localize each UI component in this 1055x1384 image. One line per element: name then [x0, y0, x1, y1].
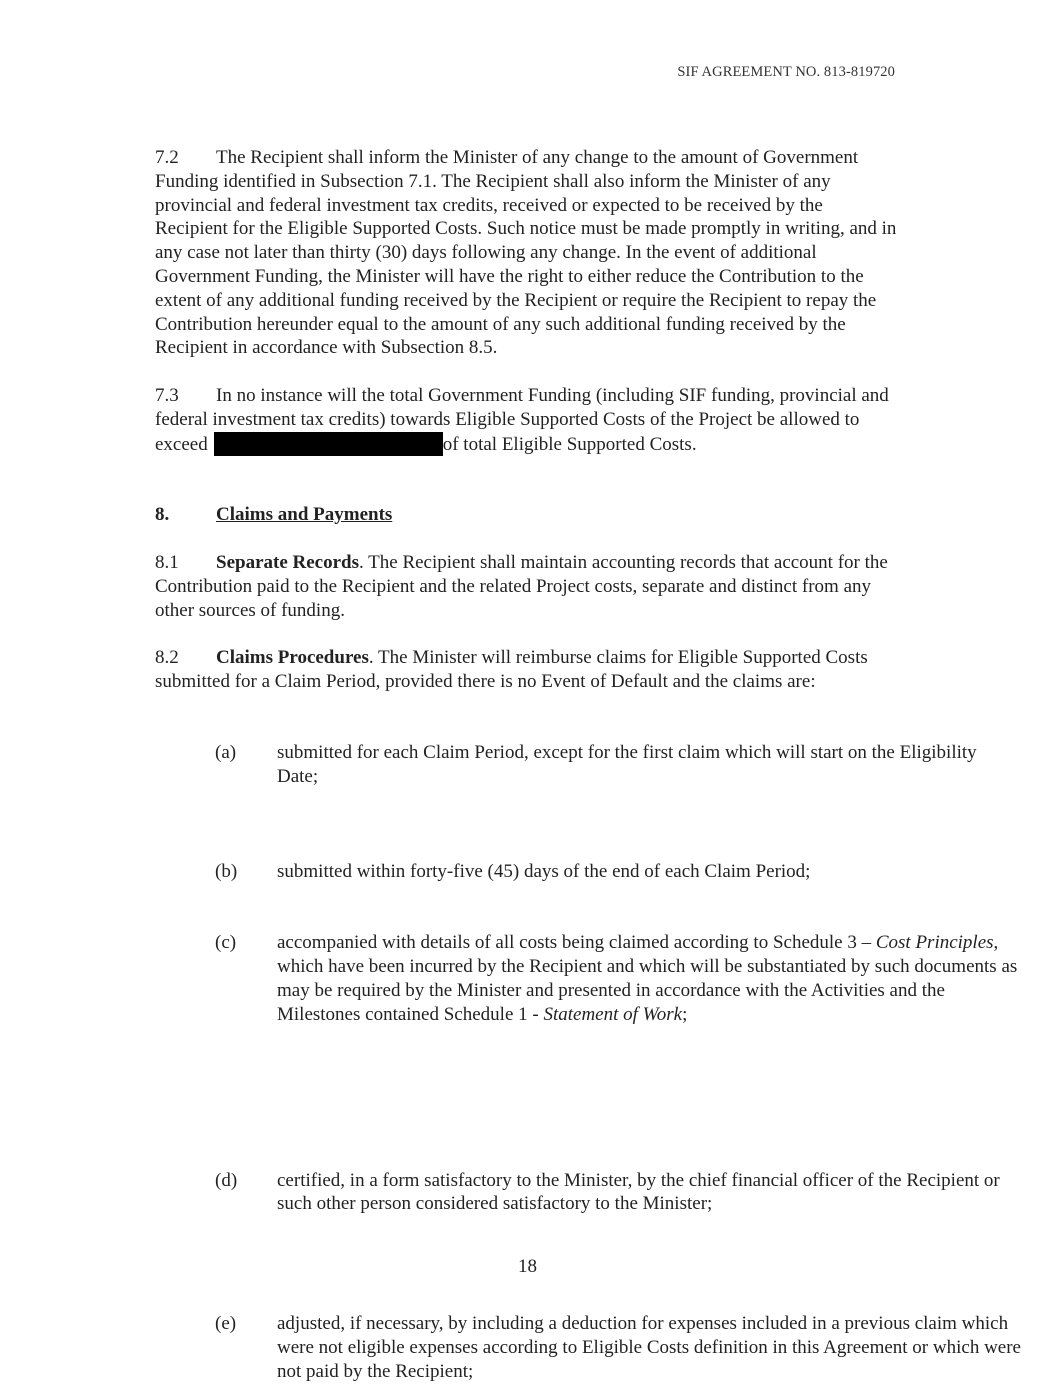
list-item-italic-text: Cost Principles [875, 932, 994, 954]
list-item-label: (a) [215, 742, 237, 763]
list-item-italic-text: Statement of Work [543, 1003, 683, 1025]
section-number: 7.2 [155, 147, 179, 168]
heading-title: Claims and Payments [216, 504, 393, 525]
list-item-text: , which have been incurred by the Recipient and which will be substantiated by such documents as may be required by the Minister and presented in accordance with the Activities and the Milestones contained Schedule 1 - [277, 932, 1018, 1025]
list-item-text: submitted within forty-five (45) days of the end of each Claim Period; [277, 860, 811, 882]
section-7-3 [155, 384, 900, 456]
section-number: 8.1 [155, 552, 179, 573]
list-item-label: (b) [215, 860, 238, 882]
section-number: 8. [155, 504, 170, 525]
section-8-heading [155, 503, 900, 527]
section-7-2 [155, 146, 900, 360]
section-text-after: of total Eligible Supported Costs. [442, 433, 697, 455]
list-item-c [155, 931, 1022, 1026]
section-text: . The Recipient shall maintain accounting records that account for the Contribution paid to the Recipient and the related Project costs, separate and distinct from any other sources of funding. [155, 552, 888, 621]
page-number: 18 [518, 1256, 537, 1277]
section-title: Claims Procedures [216, 647, 369, 668]
list-item-text: accompanied with details of all costs being claimed according to Schedule 3 – [277, 932, 876, 954]
section-number: 8.2 [155, 647, 179, 668]
list-item-e [155, 1312, 1022, 1383]
section-title: Separate Records [216, 552, 359, 573]
section-7-2-paragraph [155, 146, 900, 360]
section-text: The Recipient shall inform the Minister of any change to the amount of Government Funding identified in Subsection 7.1. The Recipient shall also inform the Minister of any provincial and federal investment tax credits, received or expected to be received by the Recipient for the Eligible Supported Costs. Such notice must be made promptly in writing, and in any case not later than thirty (30) days following any change. In the event of additional Government Funding, the Minister will have the right to either reduce the Contribution to the extent of any additional funding received by the Recipient or require the Recipient to repay the Contribution hereunder equal to the amount of any such additional funding received by the Recipient in accordance with Subsection 8.5. [155, 147, 897, 359]
list-item-d [155, 1169, 1022, 1217]
list-item-text: submitted for each Claim Period, except for the first claim which will start on the Eligibility Date; [277, 742, 977, 787]
section-8-2 [155, 646, 900, 694]
agreement-number-header: SIF AGREEMENT NO. 813-819720 [677, 64, 895, 80]
list-item-text: adjusted, if necessary, by including a deduction for expenses included in a previous claim which were not eligible expenses according to Eligible Costs definition in this Agreement or which were not paid by the Recipient; [277, 1313, 1021, 1382]
list-item-label: (d) [215, 1169, 238, 1191]
section-8-2-paragraph [155, 646, 900, 694]
section-8-1-paragraph [155, 551, 900, 622]
section-7-3-paragraph [155, 384, 900, 456]
list-item-b [155, 860, 1022, 884]
list-item-text: certified, in a form satisfactory to the Minister, by the chief financial officer of the Recipient or such other person considered satisfactory to the Minister; [277, 1169, 1000, 1215]
section-number: 7.3 [155, 385, 179, 406]
list-item-text: ; [682, 1003, 688, 1025]
list-item-label: (e) [215, 1313, 237, 1335]
section-text: . The Minister will reimburse claims for Eligible Supported Costs submitted for a Claim Period, provided there is no Event of Default and the claims are: [155, 647, 868, 692]
section-text-before: In no instance will the total Government Funding (including SIF funding, provincial and federal investment tax credits) towards Eligible Supported Costs of the Project be allowed to exceed [155, 385, 889, 455]
heading [155, 503, 900, 527]
redaction-block [214, 432, 443, 456]
section-8-1 [155, 551, 900, 622]
list-item-a [155, 741, 1022, 789]
list-item-label: (c) [215, 932, 237, 954]
